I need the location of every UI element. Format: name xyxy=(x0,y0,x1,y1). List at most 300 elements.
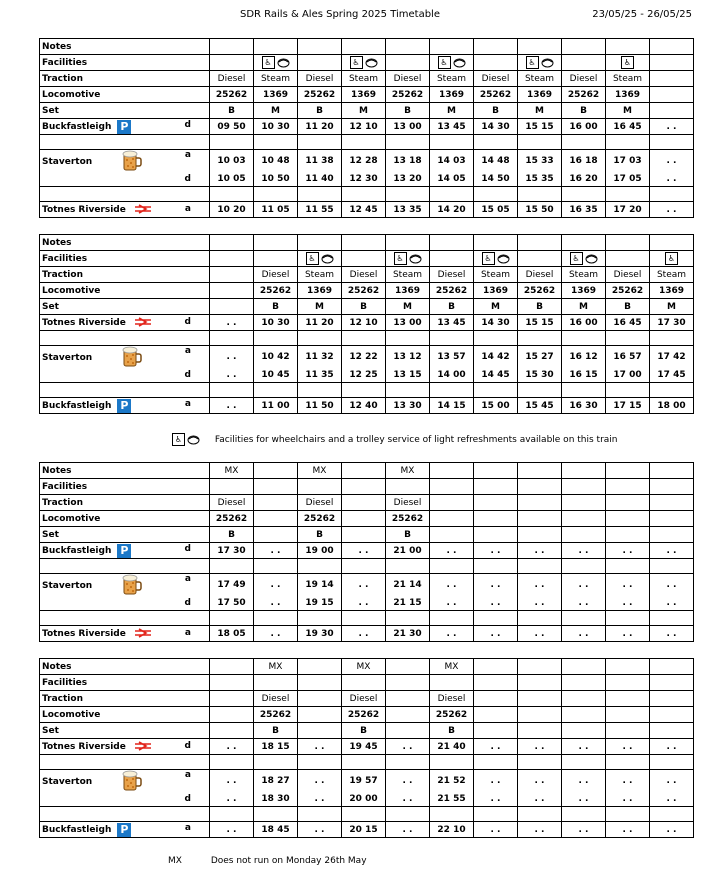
cell-last_a: 11 50 xyxy=(298,398,342,414)
cell-mid_d: . . xyxy=(562,792,606,807)
notes-row xyxy=(40,659,694,675)
cell-last_a: . . xyxy=(474,626,518,642)
facility-icons xyxy=(350,56,378,69)
cell-first_d: 15 15 xyxy=(518,119,562,135)
cell-notes: MX xyxy=(298,463,342,479)
legend-facilities-text: Facilities for wheelchairs and a trolley service of light refreshments available on this train xyxy=(214,435,618,445)
cell-first_d: . . xyxy=(210,739,254,755)
cell-locomotive: 25262 xyxy=(210,87,254,103)
cell-notes xyxy=(562,463,606,479)
row-label-locomotive: Locomotive xyxy=(40,87,210,103)
cell-facilities xyxy=(474,479,518,495)
cell-mid_d: . . xyxy=(606,792,650,807)
parking-icon: P xyxy=(117,399,131,413)
station-row-totnes xyxy=(40,626,694,642)
cell-facilities xyxy=(562,55,606,71)
cell-traction: Diesel xyxy=(210,495,254,511)
station-row-staverton-dep xyxy=(40,792,694,807)
cell-last_a: . . xyxy=(606,822,650,838)
locomotive-row xyxy=(40,707,694,723)
cell-locomotive: 1369 xyxy=(430,87,474,103)
wheelchair-icon: ♿ xyxy=(482,252,495,265)
cell-set: B xyxy=(210,527,254,543)
cell-notes: MX xyxy=(210,463,254,479)
cell-last_a: 15 00 xyxy=(474,398,518,414)
cell-set xyxy=(430,527,474,543)
cell-mid_d: . . xyxy=(474,792,518,807)
cell-mid_d: 14 50 xyxy=(474,172,518,187)
cell-first_d: . . xyxy=(342,543,386,559)
cell-set: B xyxy=(474,103,518,119)
cell-traction: Steam xyxy=(518,71,562,87)
cell-mid_d: 17 50 xyxy=(210,596,254,611)
cell-mid_a: . . xyxy=(210,346,254,369)
facilities-row xyxy=(40,251,694,267)
departure-marker: d xyxy=(184,370,191,380)
cell-locomotive: 25262 xyxy=(430,283,474,299)
cell-notes xyxy=(474,235,518,251)
cell-mid_d: . . xyxy=(386,792,430,807)
cell-traction xyxy=(430,495,474,511)
cell-last_a: 17 20 xyxy=(606,202,650,218)
cell-notes xyxy=(562,235,606,251)
cell-locomotive xyxy=(650,707,694,723)
cell-notes xyxy=(342,235,386,251)
cell-facilities xyxy=(298,675,342,691)
cell-locomotive xyxy=(298,707,342,723)
row-label-facilities: Facilities xyxy=(40,251,210,267)
cell-last_a: . . xyxy=(606,626,650,642)
cell-last_a: 12 40 xyxy=(342,398,386,414)
cell-first_d: 19 45 xyxy=(342,739,386,755)
departure-marker: d xyxy=(184,794,191,804)
cell-locomotive: 25262 xyxy=(518,283,562,299)
departure-marker: d xyxy=(184,317,191,328)
cell-notes xyxy=(562,659,606,675)
row-label-set: Set xyxy=(40,723,210,739)
cell-traction: Diesel xyxy=(606,267,650,283)
traction-row xyxy=(40,691,694,707)
station-row-buckfastleigh xyxy=(40,822,694,838)
cell-mid_d: . . xyxy=(650,172,694,187)
cell-mid_d: . . xyxy=(342,596,386,611)
cell-mid_d: 14 00 xyxy=(430,368,474,383)
cell-mid_d: 12 30 xyxy=(342,172,386,187)
spacer-row xyxy=(40,611,694,626)
wheelchair-icon: ♿ xyxy=(570,252,583,265)
cell-facilities xyxy=(298,55,342,71)
cell-notes xyxy=(210,659,254,675)
cell-notes xyxy=(386,39,430,55)
cell-traction: Diesel xyxy=(298,71,342,87)
cell-mid_a: 10 48 xyxy=(254,150,298,173)
cell-notes xyxy=(430,39,474,55)
beer-mug-icon xyxy=(122,346,142,368)
arrival-marker: a xyxy=(184,628,191,639)
departure-marker: d xyxy=(184,174,191,184)
mx-legend xyxy=(168,856,367,866)
cell-mid_d: 11 40 xyxy=(298,172,342,187)
station-name: Buckfastleigh xyxy=(42,401,112,411)
cell-mid_d: . . xyxy=(298,792,342,807)
cell-first_d: . . xyxy=(518,739,562,755)
cell-locomotive: 1369 xyxy=(474,283,518,299)
cell-facilities xyxy=(562,479,606,495)
cell-set xyxy=(562,723,606,739)
cell-locomotive: 25262 xyxy=(298,87,342,103)
facility-icons xyxy=(482,252,510,265)
row-label-set: Set xyxy=(40,527,210,543)
refreshment-cup-icon xyxy=(497,253,510,264)
cell-traction: Steam xyxy=(254,71,298,87)
cell-first_d: . . xyxy=(518,543,562,559)
station-row-staverton-arr xyxy=(40,770,694,793)
cell-set: B xyxy=(518,299,562,315)
station-row-staverton-dep xyxy=(40,368,694,383)
wheelchair-icon: ♿ xyxy=(438,56,451,69)
cell-set: M xyxy=(562,299,606,315)
cell-notes xyxy=(430,463,474,479)
cell-set xyxy=(518,527,562,543)
cell-mid_a: 17 42 xyxy=(650,346,694,369)
cell-mid_d: 21 15 xyxy=(386,596,430,611)
set-row xyxy=(40,527,694,543)
cell-locomotive: 25262 xyxy=(474,87,518,103)
cell-first_d: . . xyxy=(562,543,606,559)
cell-mid_a: 19 57 xyxy=(342,770,386,793)
facilities-row xyxy=(40,675,694,691)
locomotive-row xyxy=(40,87,694,103)
cell-set: M xyxy=(650,299,694,315)
cell-locomotive xyxy=(606,707,650,723)
beer-mug-icon xyxy=(122,150,142,172)
cell-locomotive: 1369 xyxy=(562,283,606,299)
cell-notes xyxy=(254,463,298,479)
cell-locomotive: 1369 xyxy=(254,87,298,103)
notes-row xyxy=(40,463,694,479)
cell-facilities xyxy=(606,479,650,495)
cell-traction xyxy=(210,267,254,283)
cell-facilities xyxy=(254,675,298,691)
cell-traction xyxy=(474,495,518,511)
cell-mid_d: . . xyxy=(562,596,606,611)
facility-icons xyxy=(394,252,422,265)
cell-mid_d: . . xyxy=(518,792,562,807)
cell-mid_a: . . xyxy=(650,574,694,597)
cell-mid_d: 19 15 xyxy=(298,596,342,611)
spacer-row xyxy=(40,383,694,398)
cell-last_a: 18 00 xyxy=(650,398,694,414)
cell-mid_d: 14 05 xyxy=(430,172,474,187)
cell-facilities xyxy=(474,251,518,267)
cell-last_a: 17 15 xyxy=(606,398,650,414)
cell-locomotive: 1369 xyxy=(518,87,562,103)
cell-mid_d: 21 55 xyxy=(430,792,474,807)
cell-traction: Steam xyxy=(430,71,474,87)
station-row-buckfastleigh xyxy=(40,543,694,559)
cell-first_d: . . xyxy=(606,543,650,559)
cell-notes xyxy=(650,659,694,675)
locomotive-row xyxy=(40,511,694,527)
cell-set: M xyxy=(430,103,474,119)
cell-notes xyxy=(650,39,694,55)
cell-facilities xyxy=(430,251,474,267)
cell-traction xyxy=(342,495,386,511)
cell-notes xyxy=(606,659,650,675)
cell-facilities xyxy=(210,251,254,267)
cell-traction: Diesel xyxy=(342,267,386,283)
page-header xyxy=(0,9,726,23)
row-label-traction: Traction xyxy=(40,71,210,87)
cell-mid_a: . . xyxy=(650,150,694,173)
spacer-row xyxy=(40,807,694,822)
departure-marker: d xyxy=(184,741,191,752)
spacer-row xyxy=(40,559,694,574)
cell-set xyxy=(606,527,650,543)
row-label-locomotive: Locomotive xyxy=(40,283,210,299)
cell-set: B xyxy=(430,299,474,315)
cell-first_d: 16 45 xyxy=(606,315,650,331)
cell-mid_d: . . xyxy=(210,368,254,383)
national-rail-icon xyxy=(134,204,152,214)
cell-first_d: 10 30 xyxy=(254,315,298,331)
cell-mid_a: . . xyxy=(342,574,386,597)
cell-locomotive xyxy=(474,707,518,723)
cell-locomotive xyxy=(254,511,298,527)
row-label-set: Set xyxy=(40,299,210,315)
cell-mid_d: 12 25 xyxy=(342,368,386,383)
cell-facilities xyxy=(606,251,650,267)
cell-mid_d: 10 50 xyxy=(254,172,298,187)
cell-first_d: 16 00 xyxy=(562,315,606,331)
cell-locomotive: 25262 xyxy=(386,87,430,103)
cell-set: B xyxy=(430,723,474,739)
cell-last_a: 22 10 xyxy=(430,822,474,838)
cell-traction xyxy=(474,691,518,707)
cell-locomotive xyxy=(342,511,386,527)
cell-mid_a: 16 18 xyxy=(562,150,606,173)
cell-set xyxy=(298,723,342,739)
cell-last_a: 18 45 xyxy=(254,822,298,838)
cell-mid_d: . . xyxy=(254,596,298,611)
cell-facilities xyxy=(430,675,474,691)
cell-first_d: 19 00 xyxy=(298,543,342,559)
cell-traction xyxy=(650,71,694,87)
facilities-row xyxy=(40,55,694,71)
cell-last_a: 16 30 xyxy=(562,398,606,414)
departure-marker: d xyxy=(184,543,191,554)
cell-mid_a: . . xyxy=(254,574,298,597)
cell-set xyxy=(606,723,650,739)
cell-mid_a: 12 22 xyxy=(342,346,386,369)
cell-last_a: 11 05 xyxy=(254,202,298,218)
spacer-row xyxy=(40,135,694,150)
cell-notes xyxy=(606,463,650,479)
refreshment-cup-icon xyxy=(453,57,466,68)
cell-mid_a: 17 49 xyxy=(210,574,254,597)
cell-mid_a: 19 14 xyxy=(298,574,342,597)
cell-set xyxy=(562,527,606,543)
station-row-staverton-dep xyxy=(40,596,694,611)
parking-icon: P xyxy=(117,823,131,837)
cell-notes: MX xyxy=(342,659,386,675)
cell-mid_a: . . xyxy=(298,770,342,793)
cell-first_d: 11 20 xyxy=(298,119,342,135)
cell-facilities xyxy=(298,251,342,267)
cell-notes xyxy=(386,659,430,675)
cell-notes xyxy=(298,39,342,55)
cell-last_a: . . xyxy=(386,822,430,838)
station-row-staverton-arr xyxy=(40,150,694,173)
cell-mid_d: 17 45 xyxy=(650,368,694,383)
arrival-marker: a xyxy=(184,770,191,780)
cell-facilities xyxy=(342,479,386,495)
cell-last_a: . . xyxy=(562,822,606,838)
cell-first_d: 18 15 xyxy=(254,739,298,755)
cell-set xyxy=(474,527,518,543)
facility-icons xyxy=(262,56,290,69)
cell-mid_a: . . xyxy=(474,770,518,793)
arrival-marker: a xyxy=(184,204,191,215)
cell-traction: Diesel xyxy=(518,267,562,283)
cell-set: B xyxy=(254,723,298,739)
timetable-title: SDR Rails & Ales Spring 2025 Timetable xyxy=(240,9,440,20)
cell-facilities xyxy=(342,251,386,267)
cell-locomotive xyxy=(518,707,562,723)
station-name: Staverton xyxy=(42,352,93,363)
facility-icons xyxy=(526,56,554,69)
cell-first_d: 10 30 xyxy=(254,119,298,135)
cell-locomotive: 25262 xyxy=(254,707,298,723)
cell-mid_a: . . xyxy=(430,574,474,597)
cell-set xyxy=(210,723,254,739)
timetable-totnes-to-buckfastleigh-day xyxy=(39,234,694,414)
cell-facilities xyxy=(386,479,430,495)
cell-first_d: . . xyxy=(562,739,606,755)
cell-last_a: 13 35 xyxy=(386,202,430,218)
cell-first_d: 14 30 xyxy=(474,315,518,331)
cell-notes xyxy=(254,235,298,251)
cell-set: B xyxy=(386,527,430,543)
wheelchair-icon: ♿ xyxy=(262,56,275,69)
cell-traction: Diesel xyxy=(562,71,606,87)
cell-mid_a: . . xyxy=(518,770,562,793)
cell-mid_a: 13 18 xyxy=(386,150,430,173)
cell-last_a: 13 30 xyxy=(386,398,430,414)
arrival-marker: a xyxy=(184,574,191,584)
departure-marker: d xyxy=(184,598,191,608)
cell-mid_a: 10 03 xyxy=(210,150,254,173)
cell-traction xyxy=(210,691,254,707)
cell-facilities xyxy=(298,479,342,495)
cell-notes xyxy=(386,235,430,251)
cell-traction: Steam xyxy=(298,267,342,283)
cell-traction xyxy=(518,495,562,511)
cell-set: B xyxy=(342,723,386,739)
cell-mid_a: . . xyxy=(386,770,430,793)
station-name: Totnes Riverside xyxy=(42,741,126,752)
cell-first_d: 11 20 xyxy=(298,315,342,331)
cell-notes: MX xyxy=(430,659,474,675)
cell-first_d: . . xyxy=(474,739,518,755)
spacer-row xyxy=(40,187,694,202)
cell-first_d: 13 00 xyxy=(386,119,430,135)
cell-mid_d: 15 30 xyxy=(518,368,562,383)
legend-facility-icons xyxy=(172,433,200,446)
cell-mid_a: . . xyxy=(210,770,254,793)
cell-first_d: . . xyxy=(298,739,342,755)
cell-set: M xyxy=(254,103,298,119)
cell-mid_d: 16 15 xyxy=(562,368,606,383)
cell-first_d: . . xyxy=(650,543,694,559)
cell-traction: Diesel xyxy=(298,495,342,511)
cell-set: B xyxy=(342,299,386,315)
cell-mid_d: 11 35 xyxy=(298,368,342,383)
parking-icon: P xyxy=(117,544,131,558)
cell-last_a: 15 05 xyxy=(474,202,518,218)
cell-facilities xyxy=(210,479,254,495)
station-row-totnes xyxy=(40,202,694,218)
cell-set: B xyxy=(254,299,298,315)
facility-icons xyxy=(621,56,634,69)
cell-traction xyxy=(606,691,650,707)
cell-locomotive xyxy=(518,511,562,527)
cell-facilities xyxy=(650,675,694,691)
cell-traction: Steam xyxy=(474,267,518,283)
mx-code: MX xyxy=(168,856,182,866)
cell-traction xyxy=(562,691,606,707)
cell-notes: MX xyxy=(386,463,430,479)
cell-set: B xyxy=(298,527,342,543)
cell-mid_a: 14 03 xyxy=(430,150,474,173)
arrival-marker: a xyxy=(184,150,191,160)
cell-set xyxy=(342,527,386,543)
cell-traction: Diesel xyxy=(342,691,386,707)
wheelchair-icon: ♿ xyxy=(306,252,319,265)
cell-facilities xyxy=(518,251,562,267)
cell-set: M xyxy=(342,103,386,119)
cell-mid_d: 20 00 xyxy=(342,792,386,807)
cell-set: M xyxy=(518,103,562,119)
cell-facilities xyxy=(386,251,430,267)
wheelchair-icon: ♿ xyxy=(621,56,634,69)
traction-row xyxy=(40,267,694,283)
cell-notes xyxy=(518,235,562,251)
cell-mid_d: . . xyxy=(474,596,518,611)
cell-first_d: . . xyxy=(430,543,474,559)
row-label-traction: Traction xyxy=(40,495,210,511)
arrival-marker: a xyxy=(184,822,191,833)
cell-locomotive: 1369 xyxy=(298,283,342,299)
cell-last_a: . . xyxy=(430,626,474,642)
cell-traction: Diesel xyxy=(386,495,430,511)
cell-first_d: . . xyxy=(254,543,298,559)
cell-first_d: 14 30 xyxy=(474,119,518,135)
cell-traction xyxy=(254,495,298,511)
cell-facilities xyxy=(650,251,694,267)
date-range: 23/05/25 - 26/05/25 xyxy=(592,9,692,20)
departure-marker: d xyxy=(184,119,191,130)
national-rail-icon xyxy=(134,628,152,638)
cell-mid_d: 15 35 xyxy=(518,172,562,187)
cell-last_a: . . xyxy=(562,626,606,642)
station-row-staverton-dep xyxy=(40,172,694,187)
cell-notes xyxy=(606,39,650,55)
station-row-staverton-arr xyxy=(40,574,694,597)
timetable-buckfastleigh-to-totnes-evening xyxy=(39,462,694,642)
row-label-facilities: Facilities xyxy=(40,55,210,71)
cell-notes: MX xyxy=(254,659,298,675)
